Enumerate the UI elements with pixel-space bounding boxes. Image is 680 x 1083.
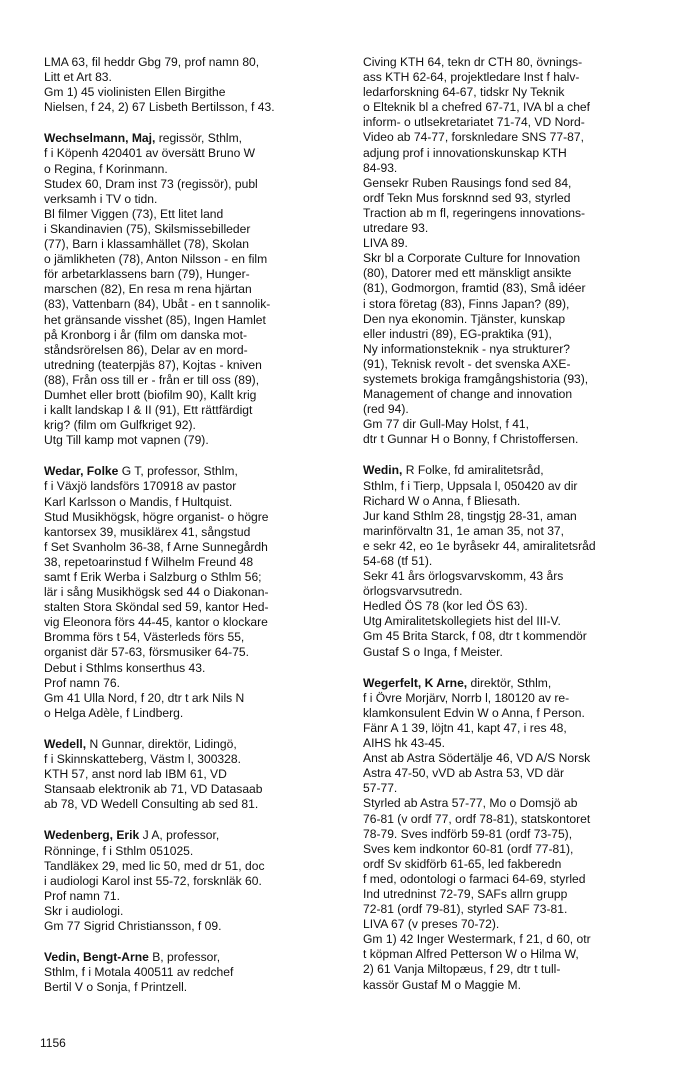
entry-line: f i Övre Morjärv, Norrb l, 180120 av re- [363,690,570,705]
entry-line: stalten Stora Sköndal sed 59, kantor Hed- [44,600,269,615]
entry-line: AIHS hk 43-45. [363,736,446,751]
entry-line: 72-81 (ordf 79-81), styrled SAF 73-81. [363,902,568,917]
entry-line: Sthlm, f i Motala 400511 av redchef [44,965,234,980]
entry-name: Wedenberg, Erik [44,828,140,843]
entry-first-line [44,55,346,70]
entry-line: marschen (82), En resa m rena hjärtan [44,282,252,297]
entry-line: i kallt landskap I & II (91), Ett rättfärdigt [44,403,253,418]
entry-intro-continuation [44,55,346,115]
entry-line: het gränsande visshet (85), Ingen Hamlet [44,312,266,327]
entry-line: f Set Svanholm 36-38, f Arne Sunnegårdh [44,539,268,554]
entry-line: o Helga Adèle, f Lindberg. [44,705,184,720]
entry-first-line-text: Civing KTH 64, tekn dr CTH 80, övnings- [363,55,583,69]
entry-line: Management of change and innovation [363,387,573,402]
entry-line: 78-79. Sves indförb 59-81 (ordf 73-75), [363,826,573,841]
entry-line: på Kronborg i år (film om danska mot- [44,327,247,342]
entry-line: Studex 60, Dram inst 73 (regissör), publ [44,176,258,191]
entry-line: Hedled ÖS 78 (kor led ÖS 63). [363,599,528,614]
entry-line: LIVA 67 (v preses 70-72). [363,917,500,932]
entry-line: Bromma förs t 54, Västerleds förs 55, [44,630,245,645]
entry-line: utredning (teaterpjäs 87), Kojtas - kniven [44,357,262,372]
entry-first-line-text: LMA 63, fil heddr Gbg 79, prof namn 80, [44,55,260,69]
entry-line: adjung prof i innovationskunskap KTH [363,145,567,160]
entry-line: 2) 61 Vanja Miltopæus, f 29, dtr t tull- [363,962,561,977]
entry-name: Wedin, [363,463,403,478]
entry-line: Gm 41 Ulla Nord, f 20, dtr t ark Nils N [44,690,245,705]
entry-first-line [44,131,346,146]
entry-line: Utg Amiralitetskollegiets hist del III-V. [363,614,561,629]
entry-line: Litt et Art 83. [44,70,112,85]
entry-first-line [363,463,668,478]
entry-line: ab 78, VD Wedell Consulting ab sed 81. [44,797,259,812]
entry-wedell [44,737,346,812]
entry-line: kantorsex 39, musiklärex 41, sångstud [44,524,251,539]
entry-line: eller industri (89), EG-praktika (91), [363,326,552,341]
right-column [363,55,668,993]
entry-line: Gustaf S o Inga, f Meister. [363,644,503,659]
entry-line: samt f Erik Werba i Salzburg o Sthlm 56; [44,570,262,584]
entry-line: utredare 93. [363,221,429,236]
entry-line: o jämlikheten (78), Anton Nilsson - en film [44,252,268,267]
entry-line: lär i sång Musikhögsk sed 44 o Diakonan- [44,585,269,600]
entry-line: Stud Musikhögsk, högre organist- o högre [44,509,269,524]
entry-line: e sekr 42, eo 1e byråsekr 44, amiralitetsråd [363,538,596,553]
entry-line: ordf Tekn Mus forsknnd sed 93, styrled [363,190,571,205]
entry-first-line-text: G T, professor, Sthlm, [118,464,238,479]
entry-line: ledarforskning 64-67, tidskr Ny Teknik [363,85,565,100]
entry-line: ordf Sv skidförb 61-65, led fakberedn [363,856,562,871]
entry-line: Gm 77 Sigrid Christiansson, f 09. [44,918,222,933]
entry-vedin [44,950,346,995]
entry-line: Fänr A 1 39, löjtn 41, kapt 47, i res 48, [363,720,567,735]
entry-line: i Skandinavien (75), Skilsmissebilleder [44,221,251,236]
entry-line: Gm 45 Brita Starck, f 08, dtr t kommendör [363,629,587,644]
entry-line: f med, odontologi o farmaci 64-69, styrled [363,871,586,886]
entry-line: 54-68 (tf 51). [363,554,433,568]
entry-line: Richard W o Anna, f Bliesath. [363,493,521,508]
entry-first-line [44,828,346,843]
entry-line: (83), Vattenbarn (84), Ubåt - en t sannolik- [44,297,271,312]
entry-line: örlogsvarvsutredn. [363,584,463,599]
entry-first-line-text: regissör, Sthlm, [155,131,243,146]
entry-line: LIVA 89. [363,236,408,251]
entry-line: Styrled ab Astra 57-77, Mo o Domsjö ab [363,796,578,811]
entry-line: (81), Godmorgon, framtid (83), Små idéer [363,281,586,296]
entry-line: 76-81 (v ordf 77, ordf 78-81), statskontoret [363,811,591,826]
entry-name: Wegerfelt, K Arne, [363,675,468,690]
entry-line: Utg Till kamp mot vapnen (79). [44,433,209,448]
entry-line: o Regina, f Korinmann. [44,161,168,176]
entry-first-line-text: direktör, Sthlm, [467,675,552,690]
left-column [44,55,346,995]
entry-line: Stansaab elektronik ab 71, VD Datasaab [44,782,263,797]
entry-wechselmann [44,131,346,448]
entry-line: (red 94). [363,402,409,417]
entry-line: marinförvaltn 31, 1e aman 35, not 37, [363,523,565,538]
entry-line: i stora företag (83), Finns Japan? (89), [363,296,570,311]
entry-line: o Elteknik bl a chefred 67-71, IVA bl a chef [363,100,591,115]
entry-line: Ind utredninst 72-79, SAFs allrn grupp [363,886,568,901]
entry-first-line-text: R Folke, fd amiralitetsråd, [402,463,544,478]
entry-line: för arbetarklassens barn (79), Hunger- [44,267,250,282]
entry-line: klamkonsulent Edvin W o Anna, f Person. [363,705,585,720]
entry-line: Jur kand Sthlm 28, tingstjg 28-31, aman [363,508,577,523]
entry-name: Wedell, [44,736,87,751]
entry-line: Gensekr Ruben Rausings fond sed 84, [363,175,572,190]
entry-line: vig Eleonora förs 44-45, kantor o klockare [44,615,268,630]
entry-line: Gm 77 dir Gull-May Holst, f 41, [363,417,529,432]
entry-line: Prof namn 71. [44,888,120,903]
entry-line: Rönninge, f i Sthlm 051025. [44,843,194,858]
entry-wedar [44,464,346,721]
entry-line: Prof namn 76. [44,675,120,690]
entry-line: Gm 1) 42 Inger Westermark, f 21, d 60, otr [363,932,591,947]
entry-line: Sves kem indkontor 60-81 (ordf 77-81), [363,841,574,856]
entry-line: systemets brokiga framgångshistoria (93), [363,371,589,386]
entry-line: Traction ab m fl, regeringens innovations- [363,205,586,220]
entry-line: organist där 57-63, försmusiker 64-75. [44,645,250,660]
entry-line: 84-93. [363,160,398,175]
entry-line: kassör Gustaf M o Maggie M. [363,977,521,992]
entry-line: Video ab 74-77, forsknledare SNS 77-87, [363,130,584,145]
entry-wedin [363,463,668,659]
entry-first-line [363,55,668,70]
entry-line: Ny informationsteknik - nya strukturer? [363,341,571,356]
entry-line: Bertil V o Sonja, f Printzell. [44,980,188,995]
entry-line: f i Köpenh 420401 av översätt Bruno W [44,146,256,161]
entry-line: Bl filmer Viggen (73), Ett litet land [44,206,224,221]
entry-first-line [363,676,668,691]
entry-line: (80), Datorer med ett mänskligt ansikte [363,266,572,281]
entry-line: Skr bl a Corporate Culture for Innovation [363,251,581,266]
entry-line: Sthlm, f i Tierp, Uppsala l, 050420 av dir [363,478,578,493]
entry-first-line [44,737,346,752]
entry-line: KTH 57, anst nord lab IBM 61, VD [44,767,227,782]
entry-line: (88), Från oss till er - från er till oss (89), [44,372,260,387]
entry-line: Skr i audiologi. [44,903,124,918]
entry-line: Anst ab Astra Södertälje 46, VD A/S Norsk [363,751,591,766]
entry-line: i audiologi Karol inst 55-72, forsknläk 60. [44,873,262,888]
entry-line: verksamh i TV o tidn. [44,191,158,206]
entry-first-line [44,464,346,479]
entry-line: (91), Teknisk revolt - det svenska AXE- [363,356,571,371]
entry-wedenberg [44,828,346,934]
entry-line: 57-77. [363,781,398,796]
entry-line: Karl Karlsson o Mandis, f Hultquist. [44,494,233,509]
entry-line: (77), Barn i klassamhället (78), Skolan [44,237,250,252]
entry-name: Wechselmann, Maj, [44,131,156,146]
entry-line: ass KTH 62-64, projektledare Inst f halv- [363,70,580,85]
entry-name: Vedin, Bengt-Arne [44,950,149,965]
entry-line: 38, repetoarinstud f Wilhelm Freund 48 [44,554,254,569]
entry-line: inform- o utlsekretariatet 71-74, VD Nord- [363,115,585,130]
entry-first-line-text: N Gunnar, direktör, Lidingö, [86,736,237,751]
entry-line: krig? (film om Gulfkriget 92). [44,418,196,433]
entry-first-line [44,950,346,965]
entry-line: t köpman Alfred Petterson W o Hilma W, [363,947,579,962]
entry-wegerfelt [363,676,668,993]
page-number: 1156 [40,1036,66,1050]
entry-first-line-text: J A, professor, [139,828,220,843]
entry-line: Den nya ekonomin. Tjänster, kunskap [363,311,566,326]
entry-line: Nielsen, f 24, 2) 67 Lisbeth Bertilsson, f 43. [44,100,275,115]
entry-name: Wedar, Folke [44,464,119,479]
entry-line: dtr t Gunnar H o Bonny, f Christoffersen. [363,432,579,447]
entry-line: f i Växjö landsförs 170918 av pastor [44,479,237,494]
entry-line: Astra 47-50, vVD ab Astra 53, VD där [363,766,564,781]
entry-line: Debut i Sthlms konserthus 43. [44,660,206,675]
entry-line: f i Skinnskatteberg, Västm l, 300328. [44,752,241,767]
entry-line: Tandläkex 29, med lic 50, med dr 51, doc [44,858,265,873]
entry-line: Dumhet eller brott (biofilm 90), Kallt krig [44,387,257,402]
entry-line: ståndsrörelsen 86), Delar av en mord- [44,342,248,357]
entry-line: Gm 1) 45 violinisten Ellen Birgithe [44,85,226,100]
entry-line: Sekr 41 års örlogsvarvskomm, 43 års [363,569,564,584]
entry-vedin-continuation [363,55,668,447]
entry-first-line-text: B, professor, [148,950,221,965]
